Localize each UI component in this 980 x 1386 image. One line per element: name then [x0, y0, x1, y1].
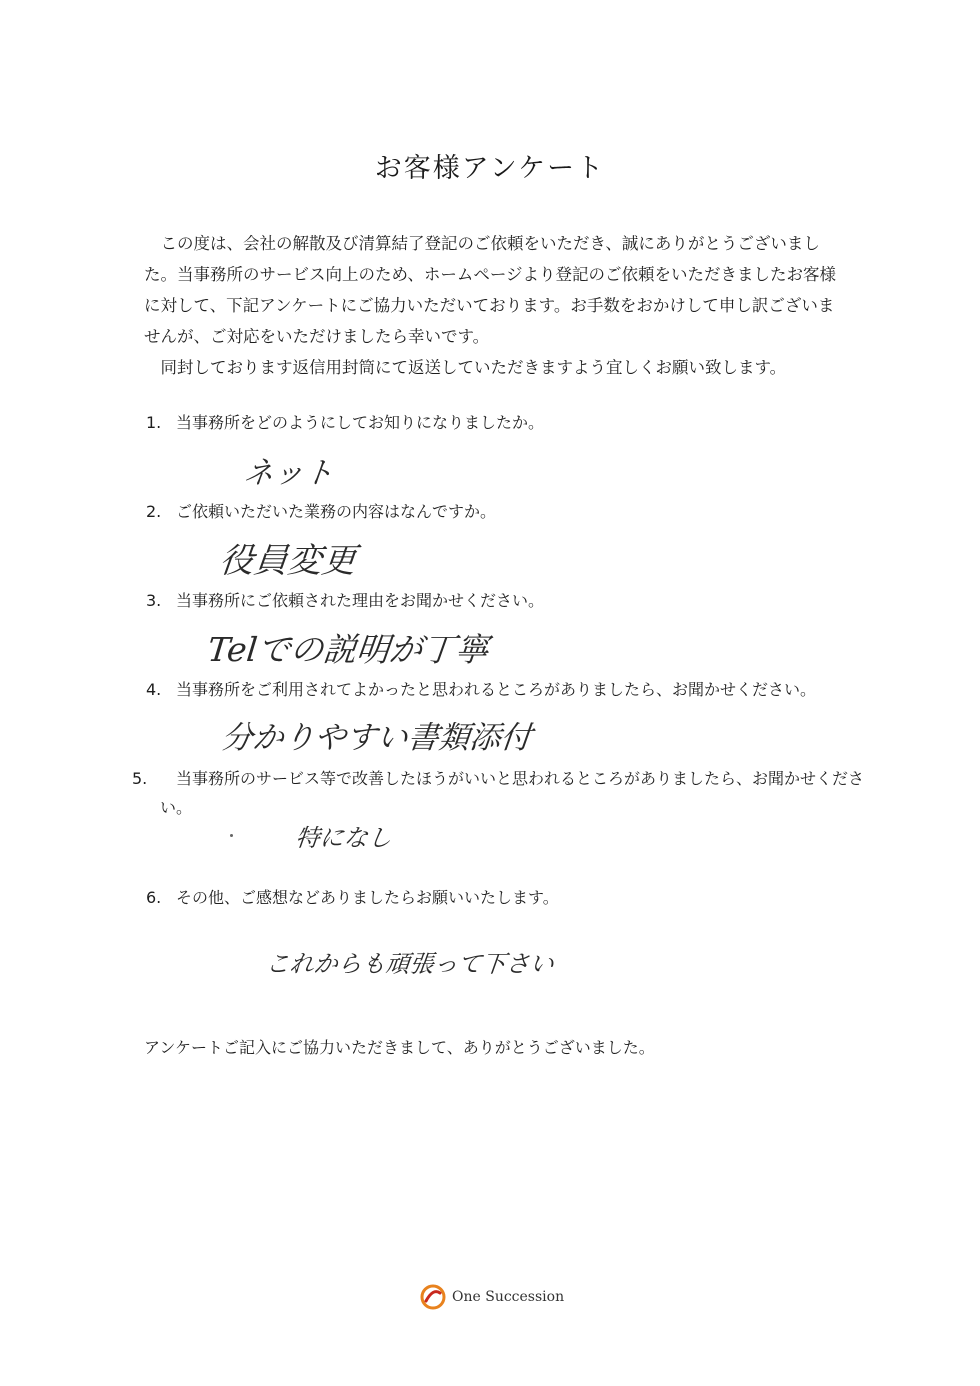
question-text: 当事務所をどのようにしてお知りになりましたか。 — [176, 413, 545, 432]
question-5 — [132, 764, 865, 822]
question-2 — [146, 497, 856, 526]
intro-paragraph: この度は、会社の解散及び清算結了登記のご依頼をいただき、誠にありがとうございました。当事務所のサービス向上のため、ホームページより登記のご依頼をいただきましたお客様に対して、下記アンケートにご協力いただいております。お手数をおかけして申し訳ございませんが、ご対応をいただけましたら幸いです。 — [144, 234, 837, 346]
question-text: 当事務所のサービス等で改善したほうがいいと思われるところがありましたら、お聞かせください。 — [160, 769, 865, 817]
question-number: 3. — [146, 591, 162, 610]
question-text: その他、ご感想などありましたらお願いいたします。 — [176, 888, 559, 907]
answer-5: 特になし — [294, 824, 394, 852]
answer-3: Telでの説明が丁寧 — [205, 630, 491, 669]
question-4 — [146, 675, 856, 704]
question-text: 当事務所にご依頼された理由をお聞かせください。 — [176, 591, 545, 610]
question-6 — [146, 883, 856, 912]
answer-1: ネット — [241, 456, 336, 491]
question-number: 1. — [146, 413, 162, 432]
question-number: 2. — [146, 502, 162, 521]
page-title: お客様アンケート — [374, 153, 606, 184]
brand-name: One Succession — [452, 1289, 565, 1305]
question-1 — [146, 408, 856, 437]
question-text: 当事務所をご利用されてよかったと思われるところがありましたら、お聞かせください。 — [176, 680, 817, 699]
one-succession-logo-icon — [420, 1284, 446, 1310]
pen-mark — [230, 834, 233, 837]
intro-paragraph: 同封しております返信用封筒にて返送していただきますよう宜しくお願い致します。 — [160, 358, 787, 377]
question-number: 5. — [132, 769, 148, 788]
footer-logo — [420, 1284, 564, 1310]
question-number: 4. — [146, 680, 162, 699]
answer-6: これからも頑張って下さい — [264, 950, 556, 978]
intro-text — [144, 228, 844, 383]
question-number: 6. — [146, 888, 162, 907]
question-3 — [146, 586, 856, 615]
answer-2: 役員変更 — [217, 541, 358, 581]
question-text: ご依頼いただいた業務の内容はなんですか。 — [176, 502, 497, 521]
answer-4: 分かりやすい書類添付 — [219, 720, 534, 756]
closing-text: アンケートご記入にご協力いただきまして、ありがとうございました。 — [144, 1038, 655, 1057]
